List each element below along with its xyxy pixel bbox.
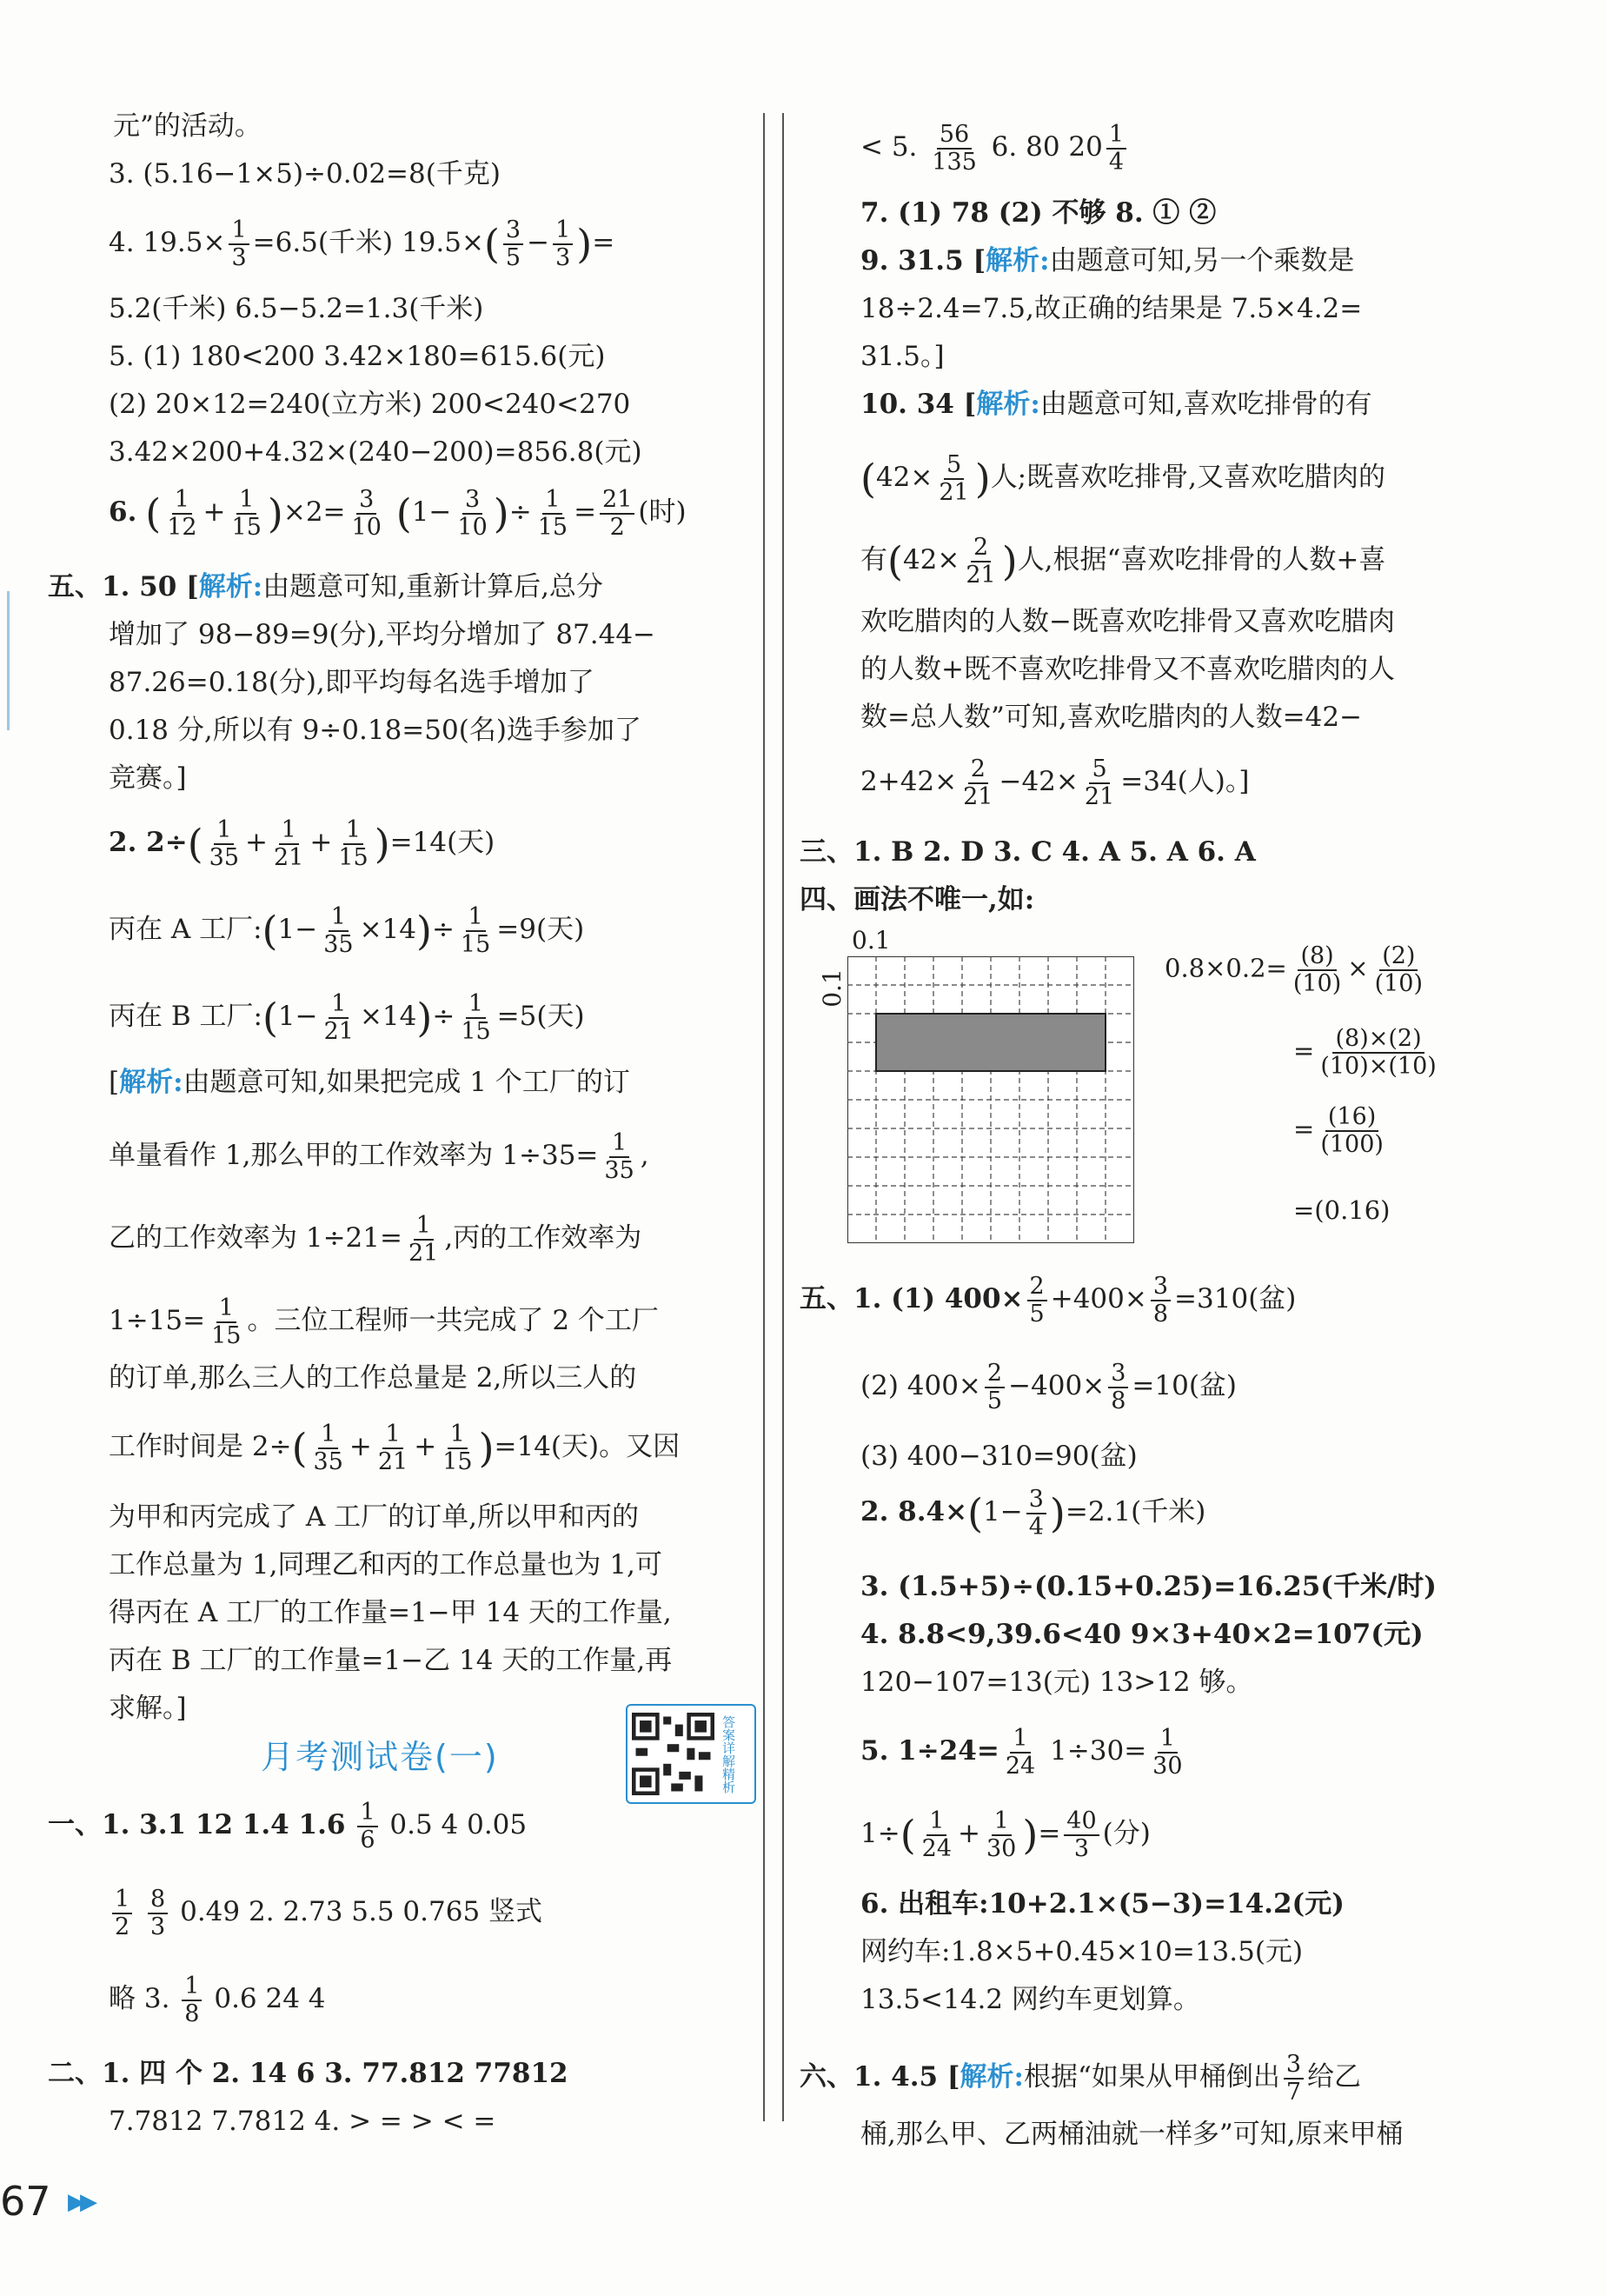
column-divider-left bbox=[763, 113, 765, 2121]
right-s5-line-7: 120−107=13(元) 13>12 够。 bbox=[860, 1667, 1253, 1698]
left-line-3: 4. 19.5× $\frac{1}{3}$ =6.5(千米) 19.5×( $\frac{3}{5}$ − $\frac{1}{3}$ )= bbox=[109, 216, 615, 271]
right-line-11: 数=总人数”可知,喜欢吃腊肉的人数=42− bbox=[860, 702, 1363, 733]
right-line-1: < 5. $\frac{56}{135}$ 6. 80 20 $\frac{1}{4}$ bbox=[860, 122, 1130, 175]
right-s6-line-1: 六、1. 4.5 [解析:根据“如果从甲桶倒出 $\frac{3}{7}$ 给乙 bbox=[800, 2051, 1362, 2106]
page-number: 67 bbox=[0, 2178, 51, 2225]
right-line-12: 2+42× $\frac{2}{21}$ −42× $\frac{5}{21}$ =34(人)。] bbox=[860, 755, 1250, 810]
section-title: 月考测试卷(一) bbox=[261, 1738, 499, 1776]
left-s5-line-2: 增加了 98−89=9(分),平均分增加了 87.44− bbox=[109, 619, 656, 650]
right-s5-line-10: 6. 出租车:10+2.1×(5−3)=14.2(元) bbox=[860, 1888, 1345, 1920]
right-line-5: 31.5。] bbox=[860, 341, 945, 372]
right-line-9: 欢吃腊肉的人数−既喜欢吃排骨又喜欢吃腊肉 bbox=[860, 606, 1395, 637]
right-line-4: 18÷2.4=7.5,故正确的结果是 7.5×4.2= bbox=[860, 293, 1363, 324]
right-s5-line-5: 3. (1.5+5)÷(0.15+0.25)=16.25(千米/时) bbox=[860, 1571, 1437, 1602]
left-q2-line-2: 丙在 A 工厂:(1− $\frac{1}{35}$ ×14)÷ $\frac{1}{15}$ =9(天) bbox=[109, 903, 585, 958]
right-s5-line-6: 4. 8.8<9,39.6<40 9×3+40×2=107(元) bbox=[860, 1619, 1424, 1650]
left-m-line-1: 一、1. 3.1 12 1.4 1.6 $\frac{1}{6}$ 0.5 4 0.05 bbox=[48, 1799, 528, 1853]
left-jx-line-1: [解析:由题意可知,如果把完成 1 个工厂的订 bbox=[109, 1067, 630, 1098]
grid-equation-4: =(0.16) bbox=[1293, 1195, 1391, 1225]
left-jx-line-8: 工作总量为 1,同理乙和丙的工作总量也为 1,可 bbox=[109, 1549, 662, 1581]
left-jx-line-2: 单量看作 1,那么甲的工作效率为 1÷35= $\frac{1}{35}$ , bbox=[109, 1129, 649, 1184]
right-s5-line-8: 5. 1÷24= $\frac{1}{24}$ 1÷30= $\frac{1}{30}$ bbox=[860, 1725, 1183, 1780]
left-m-line-5: 7.7812 7.7812 4. > = > < = bbox=[109, 2106, 496, 2137]
decimal-grid bbox=[847, 956, 1134, 1243]
left-m-line-2: $\frac{1}{2}$ $\frac{8}{3}$ 0.49 2. 2.73 5.5 0.765 竖式 bbox=[109, 1887, 542, 1940]
right-s5-line-11: 网约车:1.8×5+0.45×10=13.5(元) bbox=[860, 1936, 1304, 1967]
left-jx-line-7: 为甲和丙完成了 A 工厂的订单,所以甲和丙的 bbox=[109, 1501, 639, 1533]
arrow-icon: ▶▶ bbox=[68, 2189, 92, 2215]
left-line-5: 5. (1) 180<200 3.42×180=615.6(元) bbox=[109, 341, 606, 372]
right-s6-line-2: 桶,那么甲、乙两桶油就一样多”可知,原来甲桶 bbox=[860, 2119, 1404, 2150]
right-s5-line-9: 1÷( $\frac{1}{24}$ + $\frac{1}{30}$ )= $\frac{40}{3}$ (分) bbox=[860, 1807, 1151, 1862]
column-divider-right bbox=[782, 113, 784, 2121]
left-m-line-3: 略 3. $\frac{1}{8}$ 0.6 24 4 bbox=[109, 1973, 326, 2027]
left-jx-line-4: 1÷15= $\frac{1}{15}$ 。三位工程师一共完成了 2 个工厂 bbox=[109, 1294, 659, 1349]
left-q2-line-1: 2. 2÷( $\frac{1}{35}$ + $\frac{1}{21}$ + $\frac{1}{15}$ )=14(天) bbox=[109, 816, 495, 871]
page-edge-tab bbox=[7, 591, 10, 730]
right-s5-line-2: (2) 400× $\frac{2}{5}$ −400× $\frac{3}{8}$ =10(盆) bbox=[860, 1360, 1238, 1414]
right-line-6: 10. 34 [解析:由题意可知,喜欢吃排骨的有 bbox=[860, 389, 1372, 420]
right-line-10: 的人数+既不喜欢吃排骨又不喜欢吃腊肉的人 bbox=[860, 654, 1395, 685]
left-q2-line-3: 丙在 B 工厂:(1− $\frac{1}{21}$ ×14)÷ $\frac{1}{15}$ =5(天) bbox=[109, 990, 585, 1045]
left-line-7: 3.42×200+4.32×(240−200)=856.8(元) bbox=[109, 436, 642, 468]
right-line-8: 有(42× $\frac{2}{21}$ )人,根据“喜欢吃排骨的人数+喜 bbox=[860, 534, 1386, 589]
right-s5-line-3: (3) 400−310=90(盆) bbox=[860, 1441, 1138, 1472]
left-line-4: 5.2(千米) 6.5−5.2=1.3(千米) bbox=[109, 293, 484, 324]
right-s5-line-12: 13.5<14.2 网约车更划算。 bbox=[860, 1984, 1200, 2015]
left-jx-line-5: 的订单,那么三人的工作总量是 2,所以三人的 bbox=[109, 1362, 637, 1394]
left-jx-line-11: 求解。] bbox=[109, 1693, 187, 1724]
grid-equation-2: = $\frac{(8)\times(2)}{(10)\times(10)}$ bbox=[1293, 1025, 1437, 1080]
left-s5-line-3: 87.26=0.18(分),即平均每名选手增加了 bbox=[109, 667, 594, 698]
right-line-14: 四、画法不唯一,如: bbox=[800, 884, 1035, 915]
left-s5-line-1: 五、1. 50 [解析:由题意可知,重新计算后,总分 bbox=[48, 571, 603, 602]
shaded-region bbox=[876, 1014, 1106, 1071]
left-line-2: 3. (5.16−1×5)÷0.02=8(千克) bbox=[109, 158, 501, 190]
left-jx-line-3: 乙的工作效率为 1÷21= $\frac{1}{21}$ ,丙的工作效率为 bbox=[109, 1212, 642, 1267]
grid-label-top: 0.1 bbox=[852, 926, 891, 955]
left-s5-line-4: 0.18 分,所以有 9÷0.18=50(名)选手参加了 bbox=[109, 715, 641, 746]
left-line-8: 6. ( $\frac{1}{12}$ + $\frac{1}{15}$ )×2= $\frac{3}{10}$ (1− $\frac{3}{10}$ )÷ $\frac{1}{15}$ = $\frac{21}{2}$ (时) bbox=[109, 486, 687, 541]
left-m-line-4: 二、1. 四 个 2. 14 6 3. 77.812 77812 bbox=[48, 2058, 568, 2089]
left-s5-line-5: 竞赛。] bbox=[109, 762, 187, 794]
left-jx-line-9: 得丙在 A 工厂的工作量=1−甲 14 天的工作量, bbox=[109, 1597, 672, 1628]
fraction: $\frac{1}{3}$ bbox=[229, 217, 249, 270]
right-line-13: 三、1. B 2. D 3. C 4. A 5. A 6. A bbox=[800, 836, 1256, 868]
right-s5-line-4: 2. 8.4×(1− $\frac{3}{4}$ )=2.1(千米) bbox=[860, 1486, 1206, 1541]
qr-code[interactable] bbox=[626, 1704, 756, 1804]
left-jx-line-10: 丙在 B 工厂的工作量=1−乙 14 天的工作量,再 bbox=[109, 1645, 673, 1676]
qr-label: 答案详解精析 bbox=[720, 1714, 736, 1794]
grid-label-left: 0.1 bbox=[817, 968, 847, 1008]
left-jx-line-6: 工作时间是 2÷( $\frac{1}{35}$ + $\frac{1}{21}$ + $\frac{1}{15}$ )=14(天)。又因 bbox=[109, 1421, 681, 1475]
left-line-1: 元”的活动。 bbox=[113, 110, 262, 142]
right-line-7: (42× $\frac{5}{21}$ )人;既喜欢吃排骨,又喜欢吃腊肉的 bbox=[860, 451, 1385, 506]
right-line-2: 7. (1) 78 (2) 不够 8. ① ② bbox=[860, 197, 1217, 229]
right-line-3: 9. 31.5 [解析:由题意可知,另一个乘数是 bbox=[860, 245, 1355, 276]
right-s5-line-1: 五、1. (1) 400× $\frac{2}{5}$ +400× $\frac{3}{8}$ =310(盆) bbox=[800, 1273, 1297, 1328]
grid-equation-3: = $\frac{(16)}{(100)}$ bbox=[1293, 1103, 1384, 1158]
left-line-6: (2) 20×12=240(立方米) 200<240<270 bbox=[109, 389, 631, 420]
qr-icon bbox=[632, 1713, 714, 1795]
grid-equation-1: 0.8×0.2= $\frac{(8)}{(10)}$ × $\frac{(2)}{(10)}$ bbox=[1165, 942, 1424, 997]
